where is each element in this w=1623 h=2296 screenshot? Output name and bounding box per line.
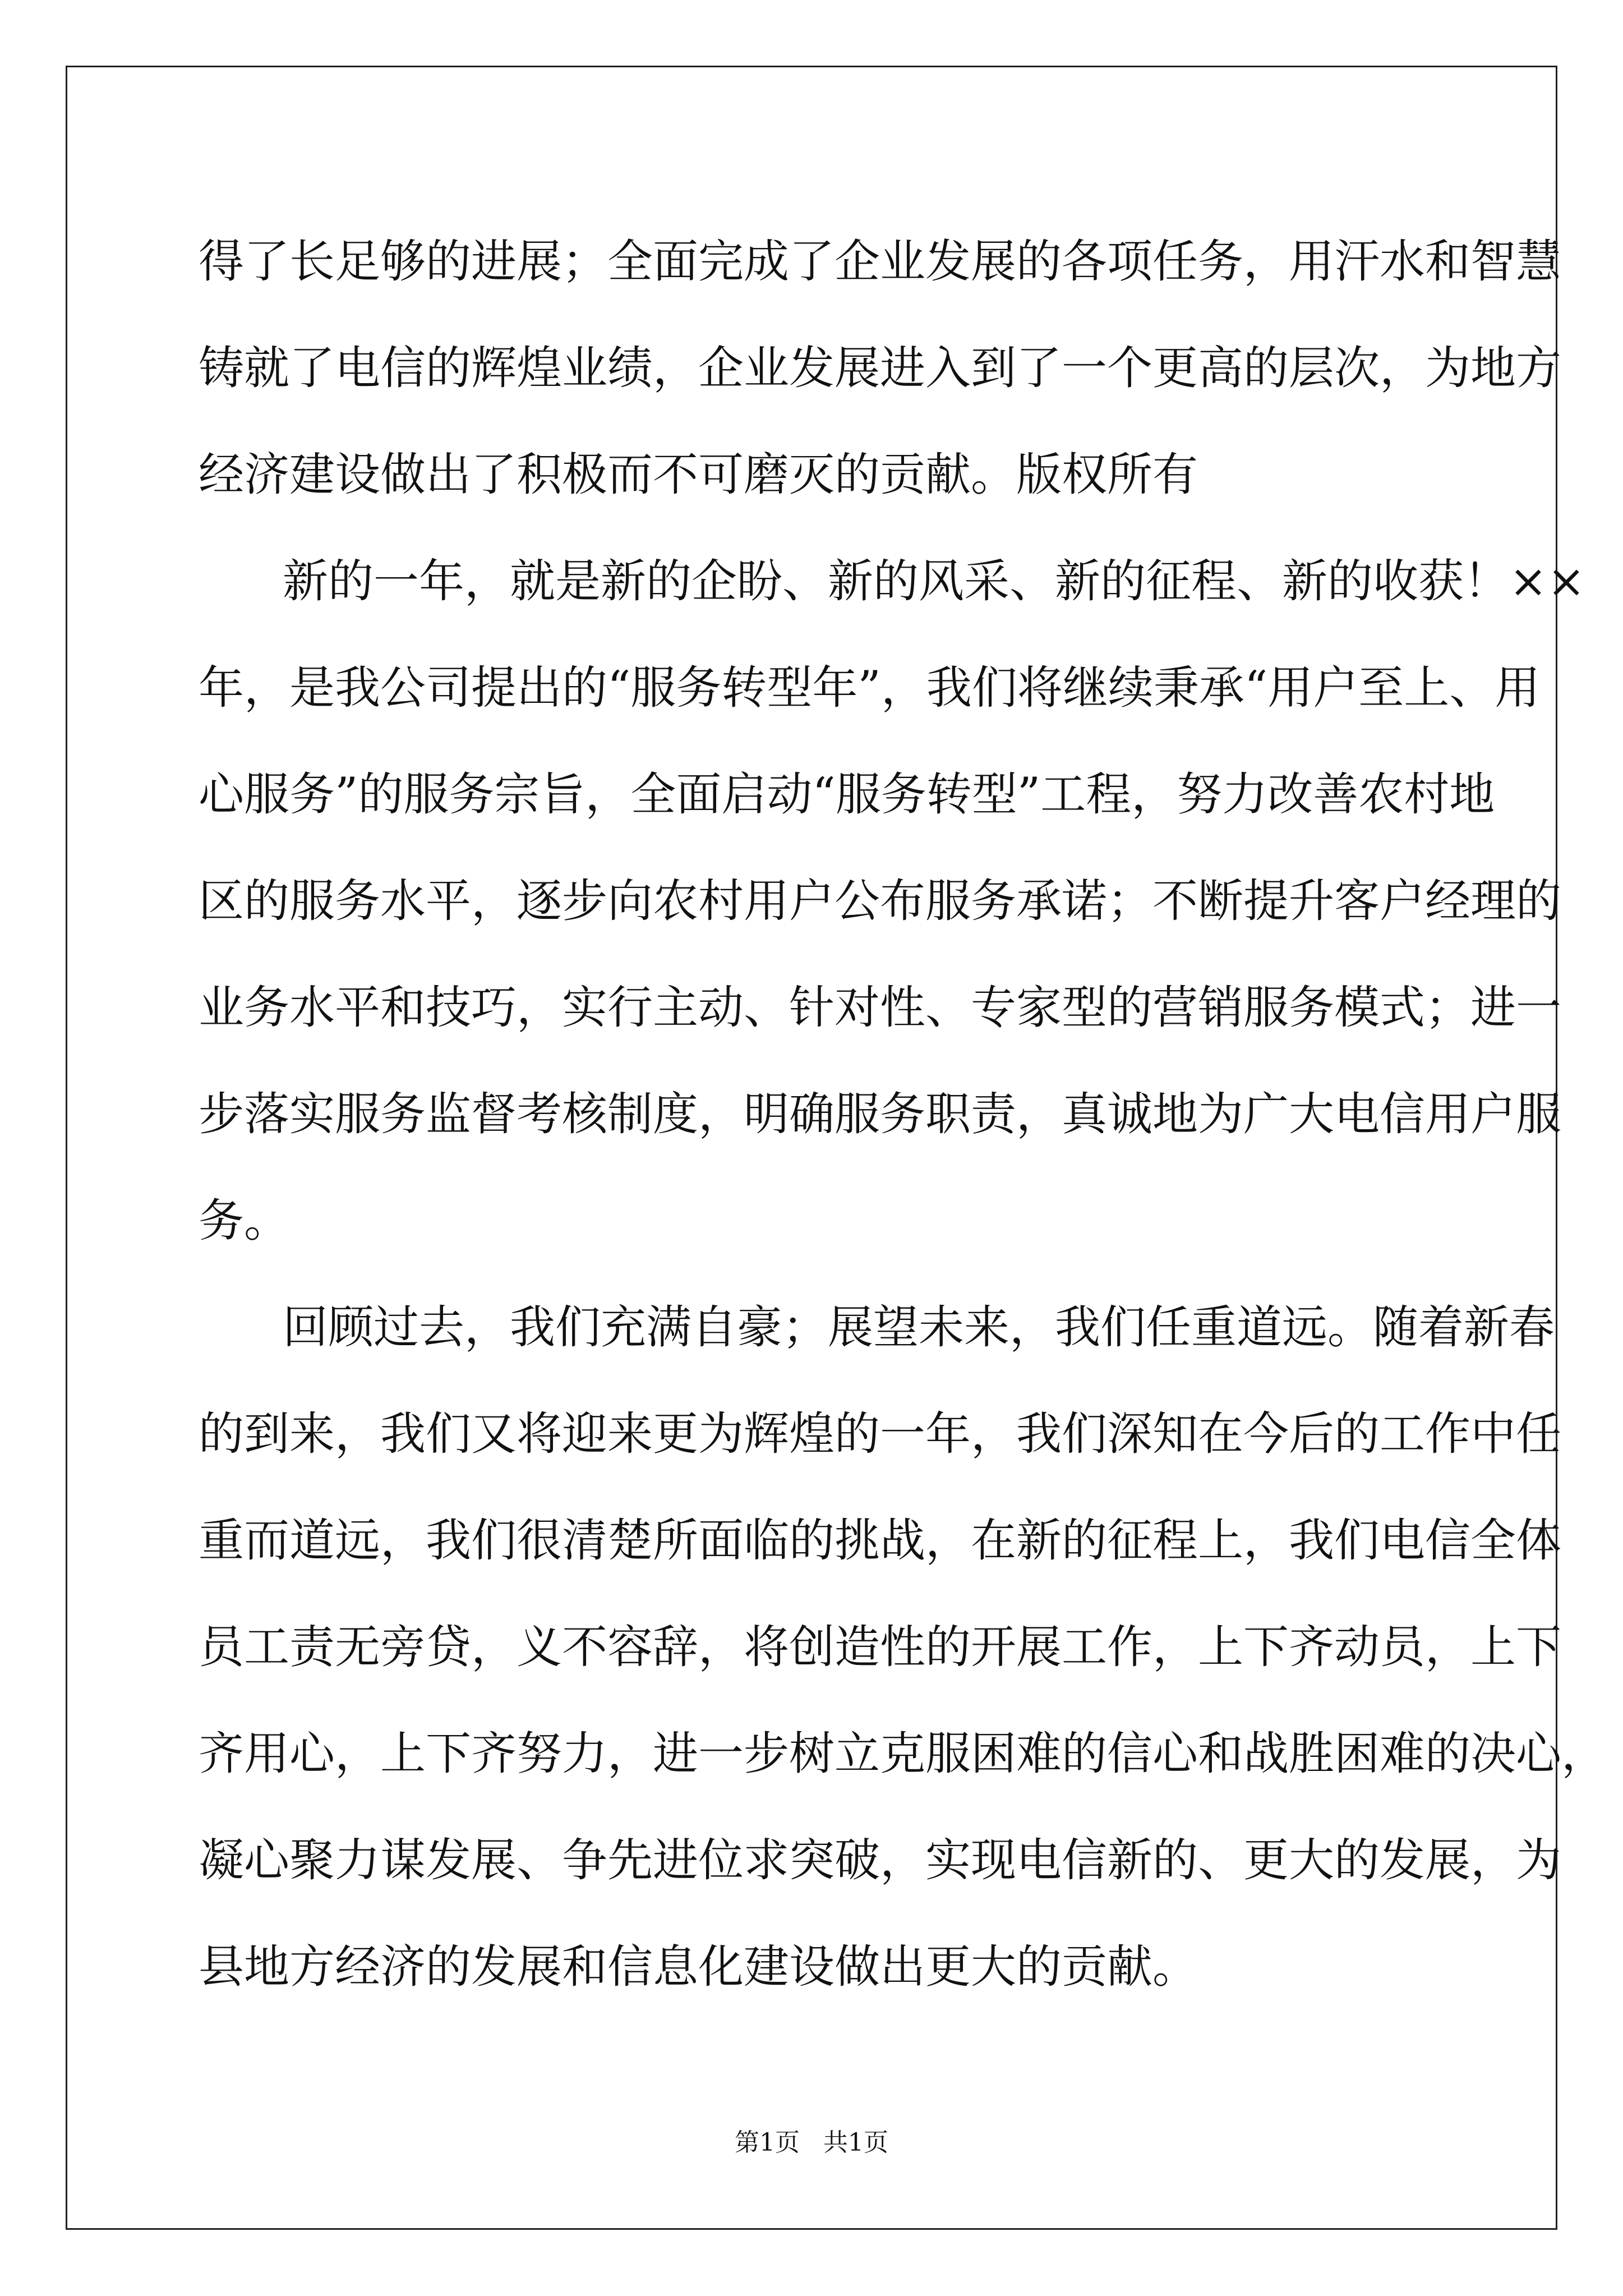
- text-line: 员工责无旁贷，义不容辞，将创造性的开展工作，上下齐动员，上下: [199, 1621, 1562, 1674]
- text-line: 新的一年，就是新的企盼、新的风采、新的征程、新的收获！××: [283, 555, 1585, 608]
- text-line: 得了长足够的进展；全面完成了企业发展的各项任务，用汗水和智慧: [199, 236, 1562, 288]
- text-line: 齐用心，上下齐努力，进一步树立克服困难的信心和战胜困难的决心，: [199, 1728, 1607, 1780]
- text-line: 业务水平和技巧，实行主动、针对性、专家型的营销服务模式；进一: [199, 982, 1562, 1034]
- text-line: 区的服务水平，逐步向农村用户公布服务承诺；不断提升客户经理的: [199, 875, 1562, 928]
- text-line: 铸就了电信的辉煌业绩，企业发展进入到了一个更高的层次，为地方: [199, 342, 1562, 395]
- text-line: 心服务”的服务宗旨，全面启动“服务转型”工程，努力改善农村地: [199, 769, 1495, 821]
- text-line: 年，是我公司提出的“服务转型年”，我们将继续秉承“用户至上、用: [199, 662, 1541, 715]
- text-line: 步落实服务监督考核制度，明确服务职责，真诚地为广大电信用户服: [199, 1088, 1562, 1141]
- paragraph-3: [199, 1274, 1607, 2021]
- text-line: 的到来，我们又将迎来更为辉煌的一年，我们深知在今后的工作中任: [199, 1408, 1562, 1461]
- text-line: 凝心聚力谋发展、争先进位求突破，实现电信新的、更大的发展，为: [199, 1834, 1562, 1887]
- text-line: 重而道远，我们很清楚所面临的挑战，在新的征程上，我们电信全体: [199, 1515, 1562, 1567]
- text-line: 县地方经济的发展和信息化建设做出更大的贡献。: [199, 1941, 1198, 1994]
- page-footer: 第1页 共1页: [735, 2128, 888, 2157]
- document-body: [199, 209, 1607, 2021]
- text-line: 务。: [199, 1195, 290, 1248]
- text-line: 经济建设做出了积极而不可磨灭的贡献。版权所有: [199, 449, 1198, 501]
- paragraph-2: [199, 528, 1585, 1274]
- paragraph-1: [199, 209, 1562, 528]
- text-line: 回顾过去，我们充满自豪；展望未来，我们任重道远。随着新春: [283, 1301, 1555, 1354]
